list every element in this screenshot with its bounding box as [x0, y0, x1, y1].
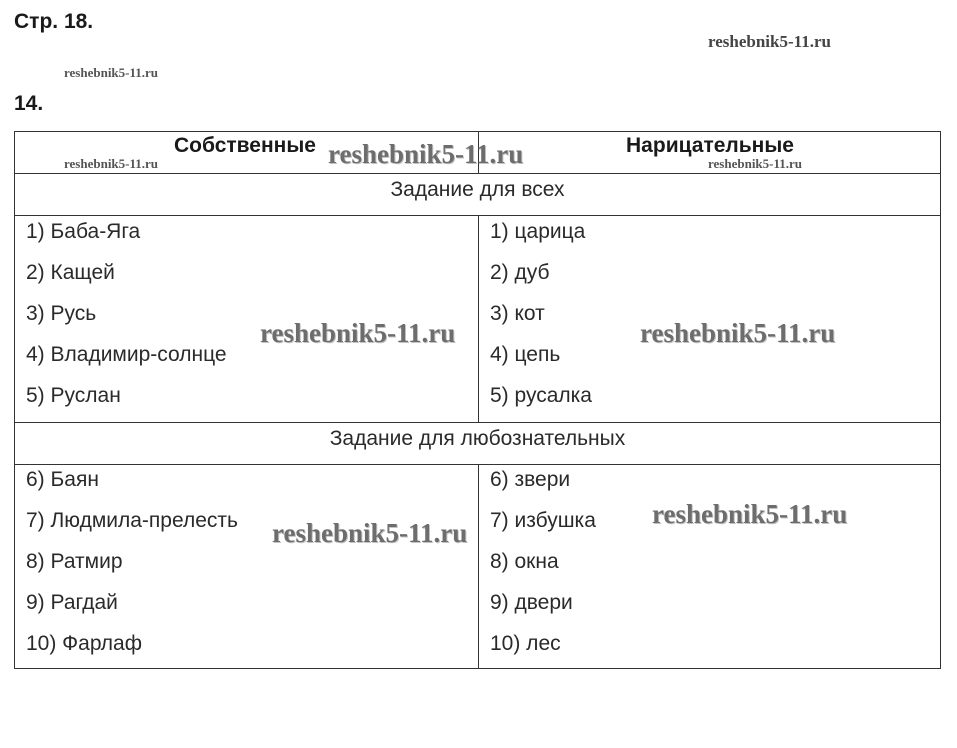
list-item: 1) царица — [490, 220, 586, 243]
list-item: 1) Баба-Яга — [26, 220, 141, 243]
list-item: 10) Фарлаф — [26, 632, 143, 655]
exercise-number: 14. — [14, 92, 44, 115]
section-title-curious: Задание для любознательных — [329, 427, 626, 450]
list-item: 6) звери — [490, 468, 571, 491]
column-divider — [478, 465, 479, 668]
list-item: 8) Ратмир — [26, 550, 123, 573]
watermark: reshebnik5-11.ru — [64, 65, 159, 80]
list-item: 7) избушка — [490, 509, 596, 532]
watermark: reshebnik5-11.ru — [652, 499, 848, 529]
watermark: reshebnik5-11.ru — [272, 518, 468, 548]
list-item: 2) дуб — [490, 261, 550, 284]
header-common-nouns: Нарицательные — [626, 134, 794, 157]
list-item: 4) цепь — [490, 343, 561, 366]
list-item: 3) кот — [490, 302, 545, 325]
watermark: reshebnik5-11.ru — [260, 318, 456, 348]
nouns-table — [14, 131, 941, 669]
list-item: 10) лес — [490, 632, 561, 655]
header-proper-nouns: Собственные — [174, 134, 316, 157]
list-item: 7) Людмила-прелесть — [26, 509, 238, 532]
watermark: reshebnik5-11.ru — [640, 318, 836, 348]
watermark: reshebnik5-11.ru — [708, 32, 831, 51]
list-item: 3) Русь — [26, 302, 97, 325]
list-item: 2) Кащей — [26, 261, 115, 284]
list-item: 8) окна — [490, 550, 559, 573]
list-item: 9) Рагдай — [26, 591, 118, 614]
watermark: reshebnik5-11.ru — [328, 139, 524, 169]
list-item: 9) двери — [490, 591, 573, 614]
section-title-all: Задание для всех — [390, 178, 565, 201]
watermark: reshebnik5-11.ru — [64, 156, 159, 171]
list-item: 5) русалка — [490, 384, 592, 407]
watermark: reshebnik5-11.ru — [708, 156, 803, 171]
page-heading: Стр. 18. — [14, 10, 94, 33]
list-item: 6) Баян — [26, 468, 99, 491]
list-item: 4) Владимир-солнце — [26, 343, 227, 366]
column-divider — [478, 216, 479, 423]
list-item: 5) Руслан — [26, 384, 121, 407]
